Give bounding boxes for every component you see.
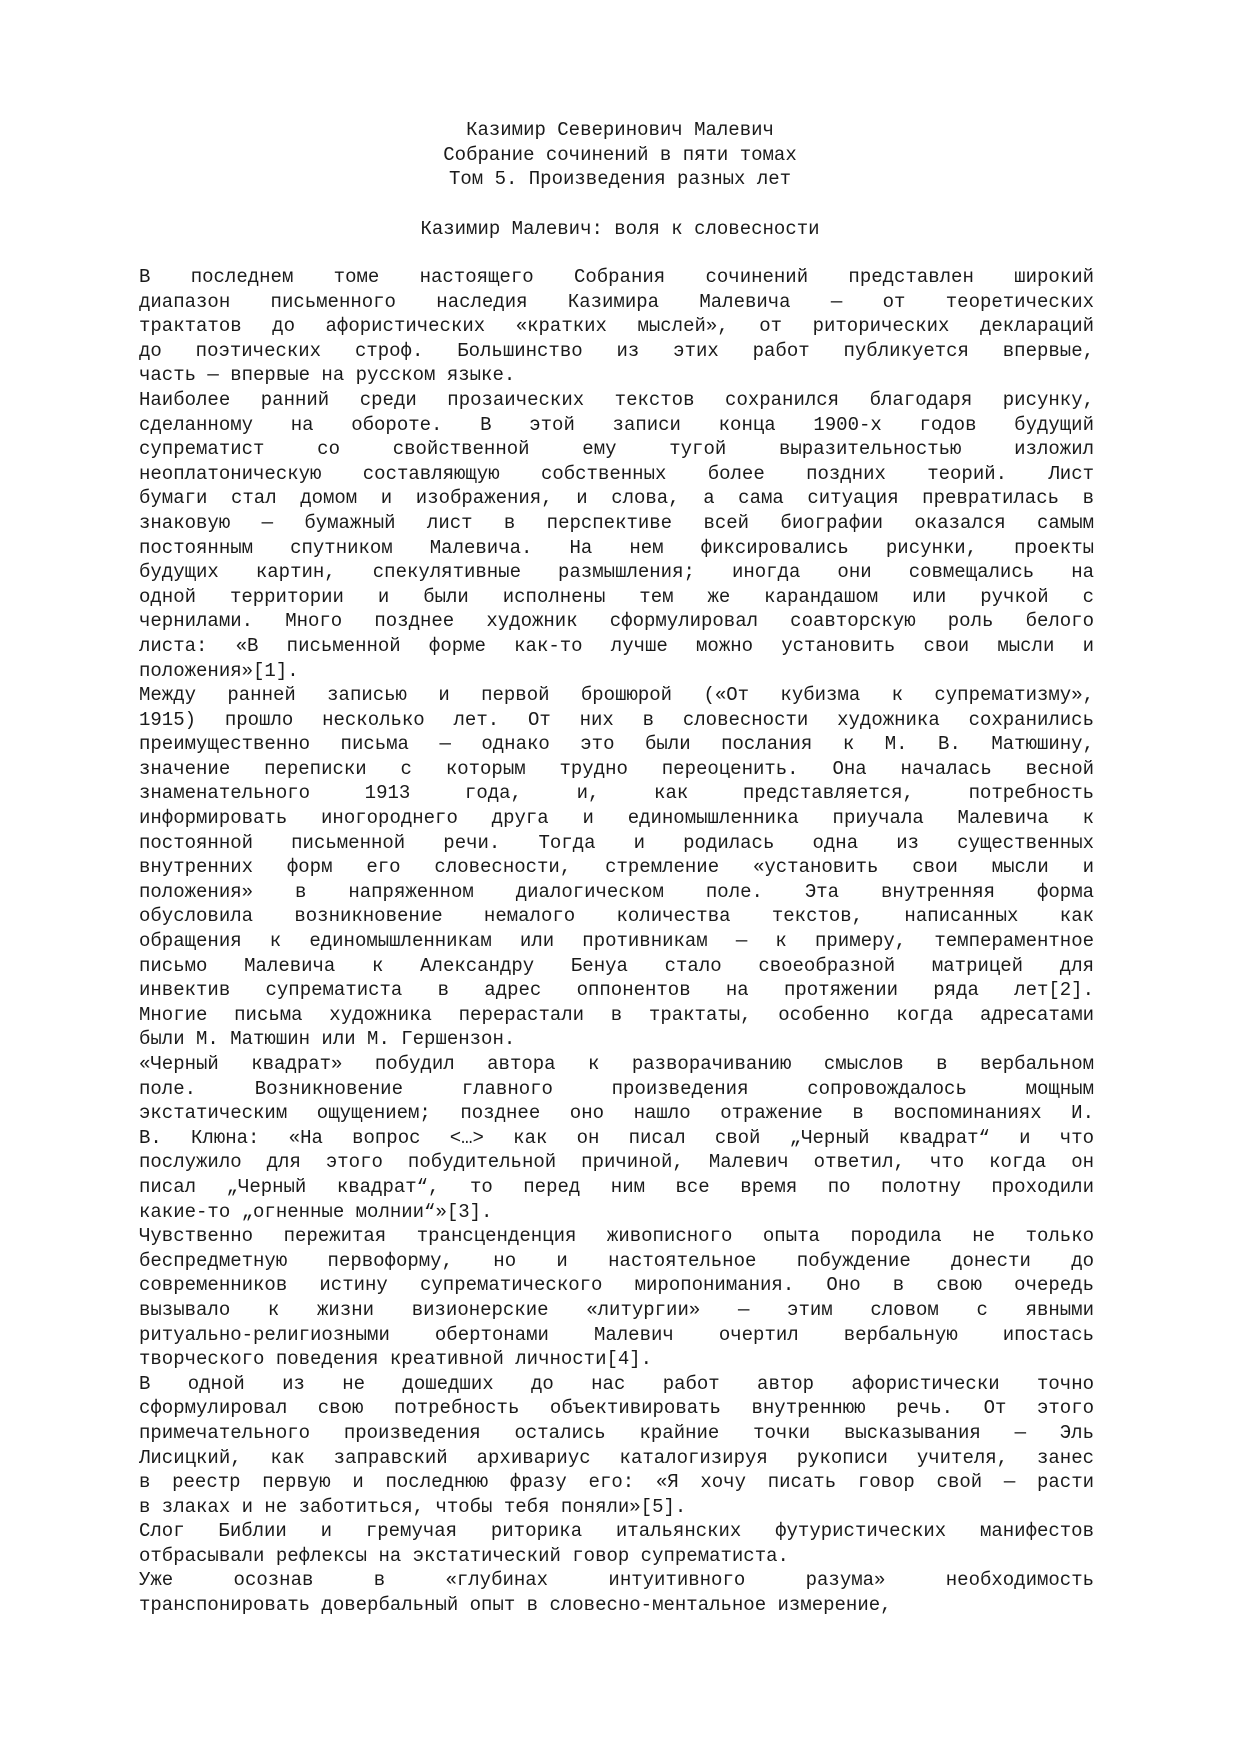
paragraph-line: 1915) прошло несколько лет. От них в словесности художника сохранились bbox=[139, 708, 1094, 731]
paragraph bbox=[139, 265, 1094, 388]
paragraph-line: знаковую — бумажный лист в перспективе всей биографии оказался самым bbox=[139, 511, 1094, 534]
paragraph-line: информировать иногороднего друга и единомышленника приучала Малевича к bbox=[139, 807, 1094, 830]
paragraph-line: отбрасывали рефлексы на экстатический говор супрематиста. bbox=[139, 1544, 789, 1567]
document-body bbox=[139, 265, 1094, 1618]
paragraph-line: Слог Библии и гремучая риторика итальянских футуристических манифестов bbox=[139, 1520, 1094, 1543]
author-name: Казимир Северинович Малевич bbox=[466, 119, 774, 141]
paragraph-line: примечательного произведения остались крайние точки высказывания — Эль bbox=[139, 1421, 1094, 1444]
paragraph-line: В одной из не дошедших до нас работ автор афористически точно bbox=[139, 1372, 1094, 1395]
paragraph-line: листа: «В письменной форме как-то лучше можно установить свои мысли и bbox=[139, 634, 1094, 657]
paragraph-line: транспонировать довербальный опыт в словесно-ментальное измерение, bbox=[139, 1594, 892, 1617]
paragraph-line: внутренних форм его словесности, стремление «установить свои мысли и bbox=[139, 856, 1094, 879]
paragraph-line: Между ранней записью и первой брошюрой («От кубизма к супрематизму», bbox=[139, 684, 1094, 707]
paragraph bbox=[139, 1568, 1094, 1617]
paragraph-line: Уже осознав в «глубинах интуитивного разума» необходимость bbox=[139, 1569, 1094, 1592]
paragraph-line: диапазон письменного наследия Казимира Малевича — от теоретических bbox=[139, 290, 1094, 313]
paragraph-line: беспредметную первоформу, но и настоятельное побуждение донести до bbox=[139, 1249, 1094, 1272]
paragraph-line: были М. Матюшин или М. Гершензон. bbox=[139, 1028, 516, 1051]
paragraph bbox=[139, 1224, 1094, 1372]
paragraph-line: современников истину супрематического миропонимания. Оно в свою очередь bbox=[139, 1274, 1094, 1297]
section-title: Казимир Малевич: воля к словесности bbox=[420, 217, 820, 240]
paragraph-line: «Черный квадрат» побудил автора к разворачиванию смыслов в вербальном bbox=[139, 1053, 1094, 1075]
paragraph-line: постоянным спутником Малевича. На нем фиксировались рисунки, проекты bbox=[139, 536, 1094, 559]
paragraph-line: значение переписки с которым трудно переоценить. Она началась весной bbox=[139, 757, 1094, 780]
paragraph-line: писал „Черный квадрат“, то перед ним все время по полотну проходили bbox=[139, 1175, 1094, 1198]
paragraph-line: инвектив супрематиста в адрес оппонентов на протяжении ряда лет[2]. bbox=[139, 979, 1094, 1002]
paragraph-line: Лисицкий, как заправский архивариус каталогизируя рукописи учителя, занес bbox=[139, 1446, 1094, 1469]
paragraph-line: будущих картин, спекулятивные размышления; иногда они совмещались на bbox=[139, 561, 1094, 584]
collection-title: Собрание сочинений в пяти томах bbox=[443, 143, 797, 166]
volume-title: Том 5. Произведения разных лет bbox=[448, 168, 792, 190]
paragraph-line: преимущественно письма — однако это были послания к М. В. Матюшину, bbox=[139, 733, 1094, 756]
paragraph-line: постоянной письменной речи. Тогда и родилась одна из существенных bbox=[139, 831, 1094, 854]
paragraph-line: до поэтических строф. Большинство из этих работ публикуется впервые, bbox=[139, 339, 1094, 362]
paragraph-line: в реестр первую и последнюю фразу его: «Я хочу писать говор свой — расти bbox=[139, 1471, 1094, 1494]
paragraph bbox=[139, 1519, 1094, 1568]
paragraph-line: Наиболее ранний среди прозаических текстов сохранился благодаря рисунку, bbox=[139, 388, 1094, 411]
paragraph-line: сформулировал свою потребность объективировать внутреннюю речь. От этого bbox=[139, 1397, 1094, 1420]
paragraph-line: письмо Малевича к Александру Бенуа стало своеобразной матрицей для bbox=[139, 954, 1094, 977]
paragraph-line: вызывало к жизни визионерские «литургии» — этим словом с явными bbox=[139, 1298, 1094, 1321]
paragraph-line: какие-то „огненные молнии“»[3]. bbox=[139, 1200, 493, 1223]
paragraph-line: В. Клюна: «На вопрос <…> как он писал свой „Черный квадрат“ и что bbox=[139, 1126, 1094, 1149]
paragraph-line: послужило для этого побудительной причиной, Малевич ответил, что когда он bbox=[139, 1151, 1094, 1174]
paragraph-line: ритуально-религиозными обертонами Малевич очертил вербальную ипостась bbox=[139, 1323, 1094, 1346]
paragraph bbox=[139, 683, 1094, 1052]
paragraph-line: В последнем томе настоящего Собрания сочинений представлен широкий bbox=[139, 266, 1094, 288]
paragraph-line: в злаках и не заботиться, чтобы тебя поняли»[5]. bbox=[139, 1495, 687, 1518]
paragraph-line: супрематист со свойственной ему тугой выразительностью изложил bbox=[139, 438, 1094, 461]
paragraph-line: неоплатоническую составляющую собственных более поздних теорий. Лист bbox=[139, 462, 1094, 485]
paragraph-line: часть — впервые на русском языке. bbox=[139, 364, 516, 387]
paragraph bbox=[139, 1372, 1094, 1520]
paragraph-line: поле. Возникновение главного произведения сопровождалось мощным bbox=[139, 1077, 1094, 1100]
document-header bbox=[0, 118, 1240, 241]
paragraph-line: Многие письма художника перерастали в трактаты, особенно когда адресатами bbox=[139, 1003, 1094, 1026]
paragraph-line: чернилами. Много позднее художник сформулировал соавторскую роль белого bbox=[139, 610, 1094, 633]
paragraph-line: знаменательного 1913 года, и, как представляется, потребность bbox=[139, 782, 1094, 805]
paragraph-line: положения»[1]. bbox=[139, 659, 299, 682]
paragraph-line: положения» в напряженном диалогическом поле. Эта внутренняя форма bbox=[139, 880, 1094, 903]
paragraph bbox=[139, 1052, 1094, 1224]
paragraph-line: сделанному на обороте. В этой записи конца 1900-х годов будущий bbox=[139, 413, 1094, 436]
paragraph-line: одной территории и были исполнены тем же карандашом или ручкой с bbox=[139, 585, 1094, 608]
paragraph bbox=[139, 388, 1094, 683]
paragraph-line: бумаги стал домом и изображения, и слова, а сама ситуация превратилась в bbox=[139, 487, 1094, 510]
paragraph-line: Чувственно пережитая трансценденция живописного опыта породила не только bbox=[139, 1225, 1094, 1248]
paragraph-line: экстатическим ощущением; позднее оно нашло отражение в воспоминаниях И. bbox=[139, 1102, 1094, 1125]
paragraph-line: обращения к единомышленникам или противникам — к примеру, темпераментное bbox=[139, 930, 1094, 953]
paragraph-line: трактатов до афористических «кратких мыслей», от риторических деклараций bbox=[139, 315, 1094, 338]
paragraph-line: творческого поведения креативной личности[4]. bbox=[139, 1348, 653, 1371]
paragraph-line: обусловила возникновение немалого количества текстов, написанных как bbox=[139, 905, 1094, 928]
